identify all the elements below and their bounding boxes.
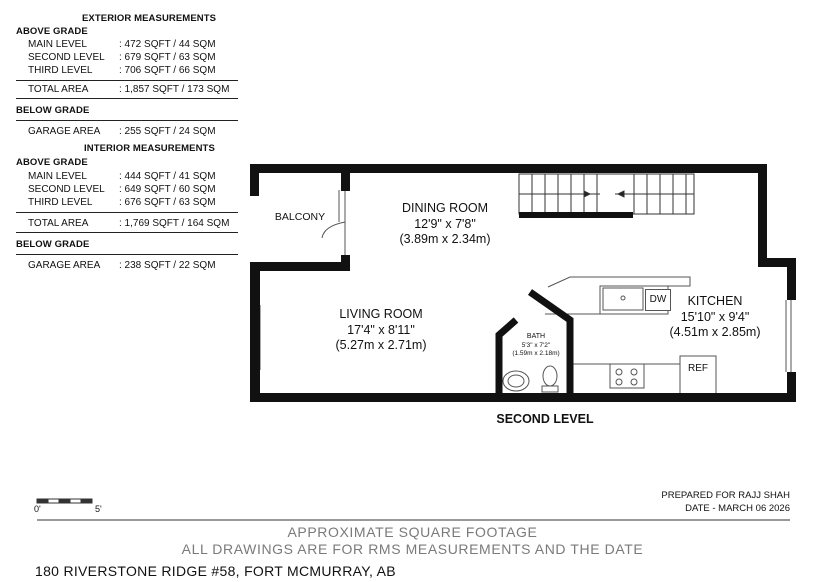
living-room-label (306, 307, 456, 354)
interior-measurements-title: INTERIOR MEASUREMENTS (84, 143, 215, 154)
scale-end-label: 5' (95, 504, 102, 514)
row-label: SECOND LEVEL (28, 184, 105, 195)
sink-icon (503, 371, 529, 391)
dishwasher-label: DW (645, 289, 671, 311)
room-dimensions: 5'3" x 7'2" (521, 341, 551, 349)
row-value: : 472 SQFT / 44 SQM (119, 39, 216, 50)
room-dimensions-metric: (1.59m x 2.18m) (512, 349, 560, 357)
exterior-below-grade-heading: BELOW GRADE (16, 105, 90, 116)
row-label: MAIN LEVEL (28, 39, 87, 50)
row-value: : 444 SQFT / 41 SQM (119, 171, 216, 182)
room-dimensions: 15'10" x 9'4" (680, 309, 750, 324)
row-value: : 649 SQFT / 60 SQM (119, 184, 216, 195)
row-label: THIRD LEVEL (28, 65, 93, 76)
balcony-label: BALCONY (274, 211, 326, 223)
bath-fixtures (503, 366, 558, 392)
footer-square-footage: APPROXIMATE SQUARE FOOTAGE (287, 524, 538, 540)
stair-wall (519, 212, 633, 218)
room-dimensions-metric: (5.27m x 2.71m) (335, 338, 427, 353)
interior-above-grade-heading: ABOVE GRADE (16, 157, 88, 168)
stove-icon (610, 364, 644, 388)
room-name: BATH (526, 333, 546, 340)
row-value: : 255 SQFT / 24 SQM (119, 126, 216, 137)
refrigerator-label: REF (688, 363, 708, 374)
dining-room-label (370, 201, 520, 248)
room-name: KITCHEN (687, 294, 743, 308)
date-text: DATE - MARCH 06 2026 (685, 503, 790, 514)
scale-start-label: 0' (34, 504, 41, 514)
prepared-for-block (600, 489, 790, 515)
room-dimensions: 17'4" x 8'11" (347, 322, 415, 337)
bath-label (500, 333, 572, 358)
sink-icon (603, 288, 643, 310)
exterior-above-grade-heading: ABOVE GRADE (16, 26, 88, 37)
row-value: : 238 SQFT / 22 SQM (119, 260, 216, 271)
row-label: TOTAL AREA (28, 218, 89, 229)
prepared-for-text: PREPARED FOR RAJJ SHAH (661, 490, 790, 501)
row-label: GARAGE AREA (28, 126, 101, 137)
interior-below-grade-heading: BELOW GRADE (16, 239, 90, 250)
row-label: TOTAL AREA (28, 84, 89, 95)
room-dimensions-metric: (3.89m x 2.34m) (399, 232, 491, 247)
row-label: SECOND LEVEL (28, 52, 105, 63)
row-value: : 1,857 SQFT / 173 SQM (119, 84, 230, 95)
row-value: : 679 SQFT / 63 SQM (119, 52, 216, 63)
room-dimensions: 12'9" x 7'8" (414, 216, 476, 231)
row-value: : 706 SQFT / 66 SQM (119, 65, 216, 76)
door-swing (322, 222, 345, 238)
toilet-icon (543, 366, 557, 386)
scale-bar (37, 499, 92, 503)
address: 180 RIVERSTONE RIDGE #58, FORT MCMURRAY, AB (35, 563, 396, 579)
room-name: LIVING ROOM (339, 307, 423, 321)
row-label: MAIN LEVEL (28, 171, 87, 182)
room-name: DINING ROOM (401, 201, 489, 215)
level-title: SECOND LEVEL (496, 412, 594, 426)
staircase (519, 174, 694, 214)
row-value: : 676 SQFT / 63 SQM (119, 197, 216, 208)
footer-disclaimer: ALL DRAWINGS ARE FOR RMS MEASUREMENTS AND THE DATE (181, 541, 644, 557)
room-dimensions-metric: (4.51m x 2.85m) (669, 325, 761, 340)
row-label: THIRD LEVEL (28, 197, 93, 208)
exterior-measurements-title: EXTERIOR MEASUREMENTS (82, 13, 217, 24)
row-label: GARAGE AREA (28, 260, 101, 271)
row-value: : 1,769 SQFT / 164 SQM (119, 218, 230, 229)
